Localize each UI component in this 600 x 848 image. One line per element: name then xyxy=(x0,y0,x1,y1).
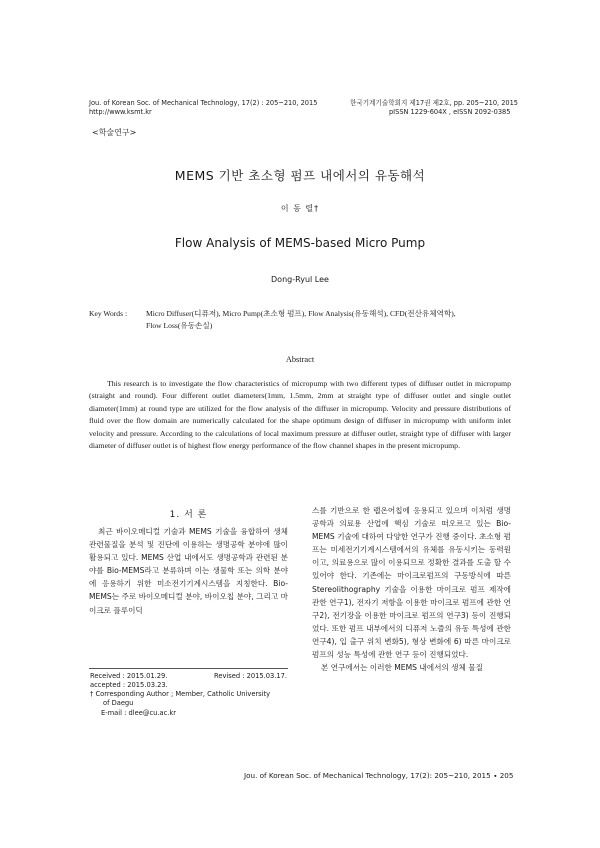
author-email: E-mail : dlee@cu.ac.kr xyxy=(101,709,177,717)
keywords-line2: Flow Loss(유동손실) xyxy=(146,321,213,330)
issn: pISSN 1229-604X , eISSN 2092-0385 xyxy=(389,108,511,116)
keywords-label: Key Words : xyxy=(89,309,128,318)
left-column xyxy=(89,525,288,617)
title-english: Flow Analysis of MEMS-based Micro Pump xyxy=(174,236,426,250)
right-column xyxy=(312,504,511,674)
title-korean: MEMS 기반 초소형 펌프 내에서의 유동해석 xyxy=(174,168,426,183)
corresponding-affiliation: of Daegu xyxy=(103,699,134,707)
accepted-date: accepted : 2015.03.23. xyxy=(90,681,168,689)
journal-url: http://www.ksmt.kr xyxy=(89,108,152,116)
corresponding-author: † Corresponding Author ; Member, Catholic University xyxy=(90,690,271,698)
revised-date: Revised : 2015.03.17. xyxy=(214,672,288,680)
author-korean: 이 동 렬† xyxy=(280,204,320,213)
section-title-introduction: 1. 서 론 xyxy=(169,510,208,520)
keywords-line1: Micro Diffuser(디퓨저), Micro Pump(초소형 펌프), Flow Analysis(유동해석), CFD(전산유체역학), xyxy=(146,309,456,318)
abstract-heading: Abstract xyxy=(285,355,315,364)
abstract-text: This research is to investigate the flow characteristics of micropump with two different types of diffuser outlet in micropump (straight and round). Four different outlet diameters(1mm, 1.5mm, 2mm at straight type of diffuser outlet and single outlet diameter(1mm) at round type are utilized for the flow analysis of the diffuser in micropump. Velocity and pressure distributions of fluid over the flow domain are numerically calculated for the shape optimum design of diffuser in micropump with uniform inlet velocity and pressure. According to the calculations of local maximum pressure at diffuser outlet, straight type of diffuser with larger diameter of diffuser outlet is of highest flow energy performance of the flow channel shapes in the present micropump. xyxy=(89,379,511,451)
article-category: <학술연구> xyxy=(92,128,137,137)
author-english: Dong-Ryul Lee xyxy=(271,275,329,284)
received-date: Received : 2015.01.29. xyxy=(90,672,168,680)
journal-citation-right: 한국기계기술학회지 제17권 제2호, pp. 205~210, 2015 xyxy=(350,99,519,107)
intro-paragraph-1-continued: 스를 기반으로 한 랩온어칩에 응용되고 있으며 이처럼 생명 공학과 의료용 산업에 핵심 기술로 떠오르고 있는 Bio-MEMS 기술에 대하여 다양한 연구가 진행 중이다. 초소형 펌프는 미세전기기계시스템에서의 유체를 유동시키는 동력원이고, 의료용으로 많이 이용되므로 정확한 결과를 도출 할 수 있어야 한다. 기존에는 마이크로펌프의 구동방식에 따른 Stereolithography 기술을 이용한 마이크로 펌프 제작에 관한 연구1), 전자기 저항을 이용한 마이크로 펌프에 관한 연구2), 전기장을 이용한 마이크로 펌프의 연구3) 등이 진행되었다. 또한 펌프 내부에서의 디퓨저 노즐의 유동 특성에 관한 연구4), 입 출구 위치 변화5), 형상 변화에 6) 따른 마이크로 펌프의 성능 특성에 관한 연구 등이 진행되었다. xyxy=(312,506,511,660)
journal-citation-left: Jou. of Korean Soc. of Mechanical Technology, 17(2) : 205~210, 2015 xyxy=(89,99,318,107)
page-footer: Jou. of Korean Soc. of Mechanical Technology, 17(2): 205~210, 2015 ∙ 205 xyxy=(244,771,514,780)
intro-paragraph-1: 최근 바이오메디컬 기술과 MEMS 기술을 융합하여 생체 관련물질을 분석 및 진단에 이용하는 생명공학 분야에 많이 활용되고 있다. MEMS 산업 내에서도 생명공학과 관련된 분야를 Bio-MEMS라고 분류하며 이는 생물학 또는 의학 분야에 응용하기 위한 미소전기기계시스템을 지칭한다. Bio-MEMS는 주로 바이오메디컬 분야, 바이오칩 분야, 그리고 마이크로 플루이딕 xyxy=(89,527,288,615)
footnote-divider xyxy=(89,668,288,669)
intro-paragraph-2: 본 연구에서는 이러한 MEMS 내에서의 생체 물질 xyxy=(321,663,483,673)
